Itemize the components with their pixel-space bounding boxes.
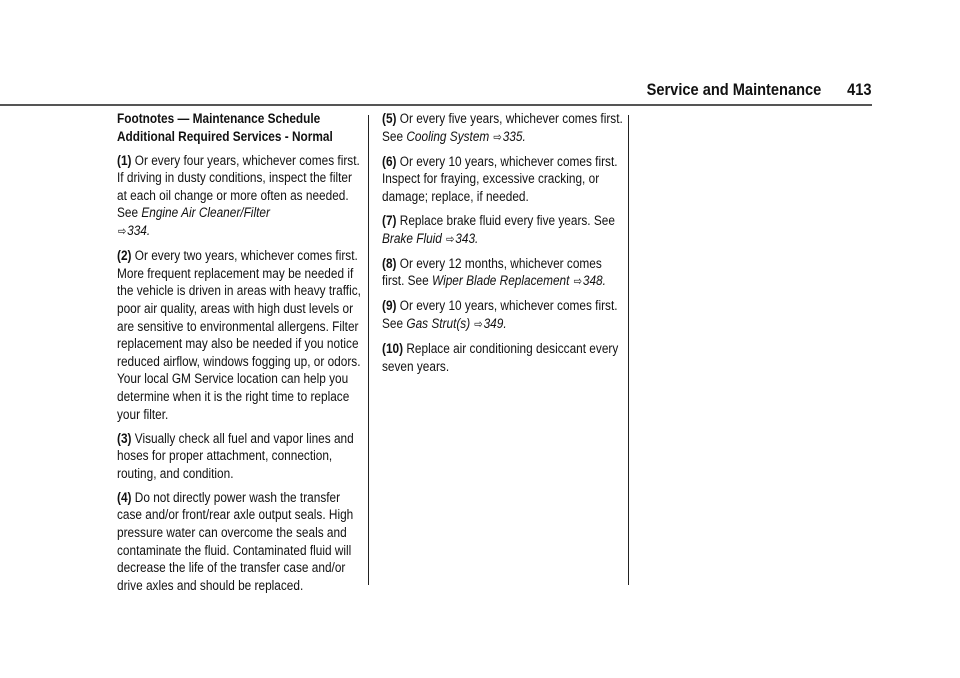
footnote-number: (4) [117, 488, 132, 505]
column-divider-right [628, 115, 629, 585]
page-header [647, 80, 872, 100]
footnote-text: Or every two years, whichever comes first. More frequent replacement may be needed if the vehicle is driven in areas with heavy traffic, poor air quality, areas with high dust levels or are sensitive to environmental allergens. Filter replacement may also be needed if you notice reduced airflow, windows fogging up, or odors. Your local GM Service location can help you determine when it is the right time to replace your filter. [117, 247, 361, 422]
footnote-text: Replace brake fluid every five years. See [399, 211, 615, 228]
cross-reference-link[interactable]: Engine Air Cleaner/Filter [141, 204, 270, 221]
footnote-end: . [522, 127, 526, 144]
footnote-number: (6) [382, 152, 397, 169]
column-left [117, 110, 362, 601]
page-reference-arrow-icon: ⇨ [573, 274, 583, 289]
page-reference-arrow-icon: ⇨ [474, 316, 483, 331]
footnote-number: (5) [382, 110, 397, 126]
footnote-number: (9) [382, 297, 397, 314]
footnote-number: (7) [382, 211, 397, 228]
footnote-4 [117, 489, 362, 595]
header-rule [0, 104, 872, 106]
footnote-6 [382, 153, 627, 206]
page-reference-arrow-icon: ⇨ [117, 224, 127, 239]
footnote-7 [382, 212, 627, 248]
footnote-number: (3) [117, 429, 132, 446]
cross-reference-link[interactable]: Wiper Blade Replacement [432, 272, 570, 289]
footnote-text: Or every 12 months, whichever comes first. See [382, 254, 602, 289]
footnote-number: (10) [382, 340, 404, 357]
footnote-text: Or every five years, whichever comes first. See [382, 110, 623, 144]
footnote-end: . [602, 272, 606, 289]
page-number: 413 [847, 80, 872, 99]
footnote-number: (1) [117, 151, 132, 168]
footnote-end: . [475, 229, 479, 246]
footnote-8 [382, 255, 627, 291]
footnote-10 [382, 340, 627, 375]
column-middle [382, 110, 627, 382]
title-line-1: Footnotes — Maintenance Schedule [117, 110, 321, 126]
page-reference-link[interactable]: 349 [483, 314, 504, 331]
footnote-3 [117, 430, 362, 483]
page-reference-arrow-icon: ⇨ [446, 231, 455, 246]
footnote-text: Visually check all fuel and vapor lines and hoses for proper attachment, connection, routing, and condition. [117, 429, 354, 481]
footnote-text: Or every 10 years, whichever comes first. See [382, 297, 618, 331]
title-line-2: Additional Required Services - Normal [117, 127, 333, 144]
cross-reference-link[interactable]: Brake Fluid [382, 229, 442, 246]
page-reference-link[interactable]: 348 [582, 272, 603, 289]
page-reference-link[interactable]: 335 [502, 127, 523, 144]
footnote-number: (8) [382, 254, 397, 271]
footnote-text: Or every four years, whichever comes first. If driving in dusty conditions, inspect the filter at each oil change or more often as needed. See [117, 151, 360, 221]
footnote-end: . [146, 222, 151, 239]
cross-reference-link[interactable]: Cooling System [406, 127, 490, 144]
footnote-number: (2) [117, 247, 132, 264]
footnote-end: . [503, 314, 507, 331]
footnote-5 [382, 110, 627, 146]
footnote-text: Or every 10 years, whichever comes first. Inspect for fraying, excessive cracking, or damage; replace, if needed. [382, 152, 618, 204]
footnote-1 [117, 152, 362, 241]
cross-reference-link[interactable]: Gas Strut(s) [406, 314, 471, 331]
column-divider-left [368, 115, 369, 585]
footnote-text: Do not directly power wash the transfer case and/or front/rear axle output seals. High pressure water can overcome the seals and contaminate the fluid. Contaminated fluid will decrease the life of the transfer case and/or drive axles and should be replaced. [117, 488, 354, 593]
footnote-text: Replace air conditioning desiccant every seven years. [382, 340, 619, 374]
footnotes-title [117, 110, 362, 145]
section-title: Service and Maintenance [647, 80, 822, 99]
footnote-9 [382, 297, 627, 333]
page-reference-arrow-icon: ⇨ [493, 129, 502, 144]
page-reference-link[interactable]: 334 [127, 222, 147, 239]
footnote-2 [117, 247, 362, 423]
page-reference-link[interactable]: 343 [455, 229, 476, 246]
